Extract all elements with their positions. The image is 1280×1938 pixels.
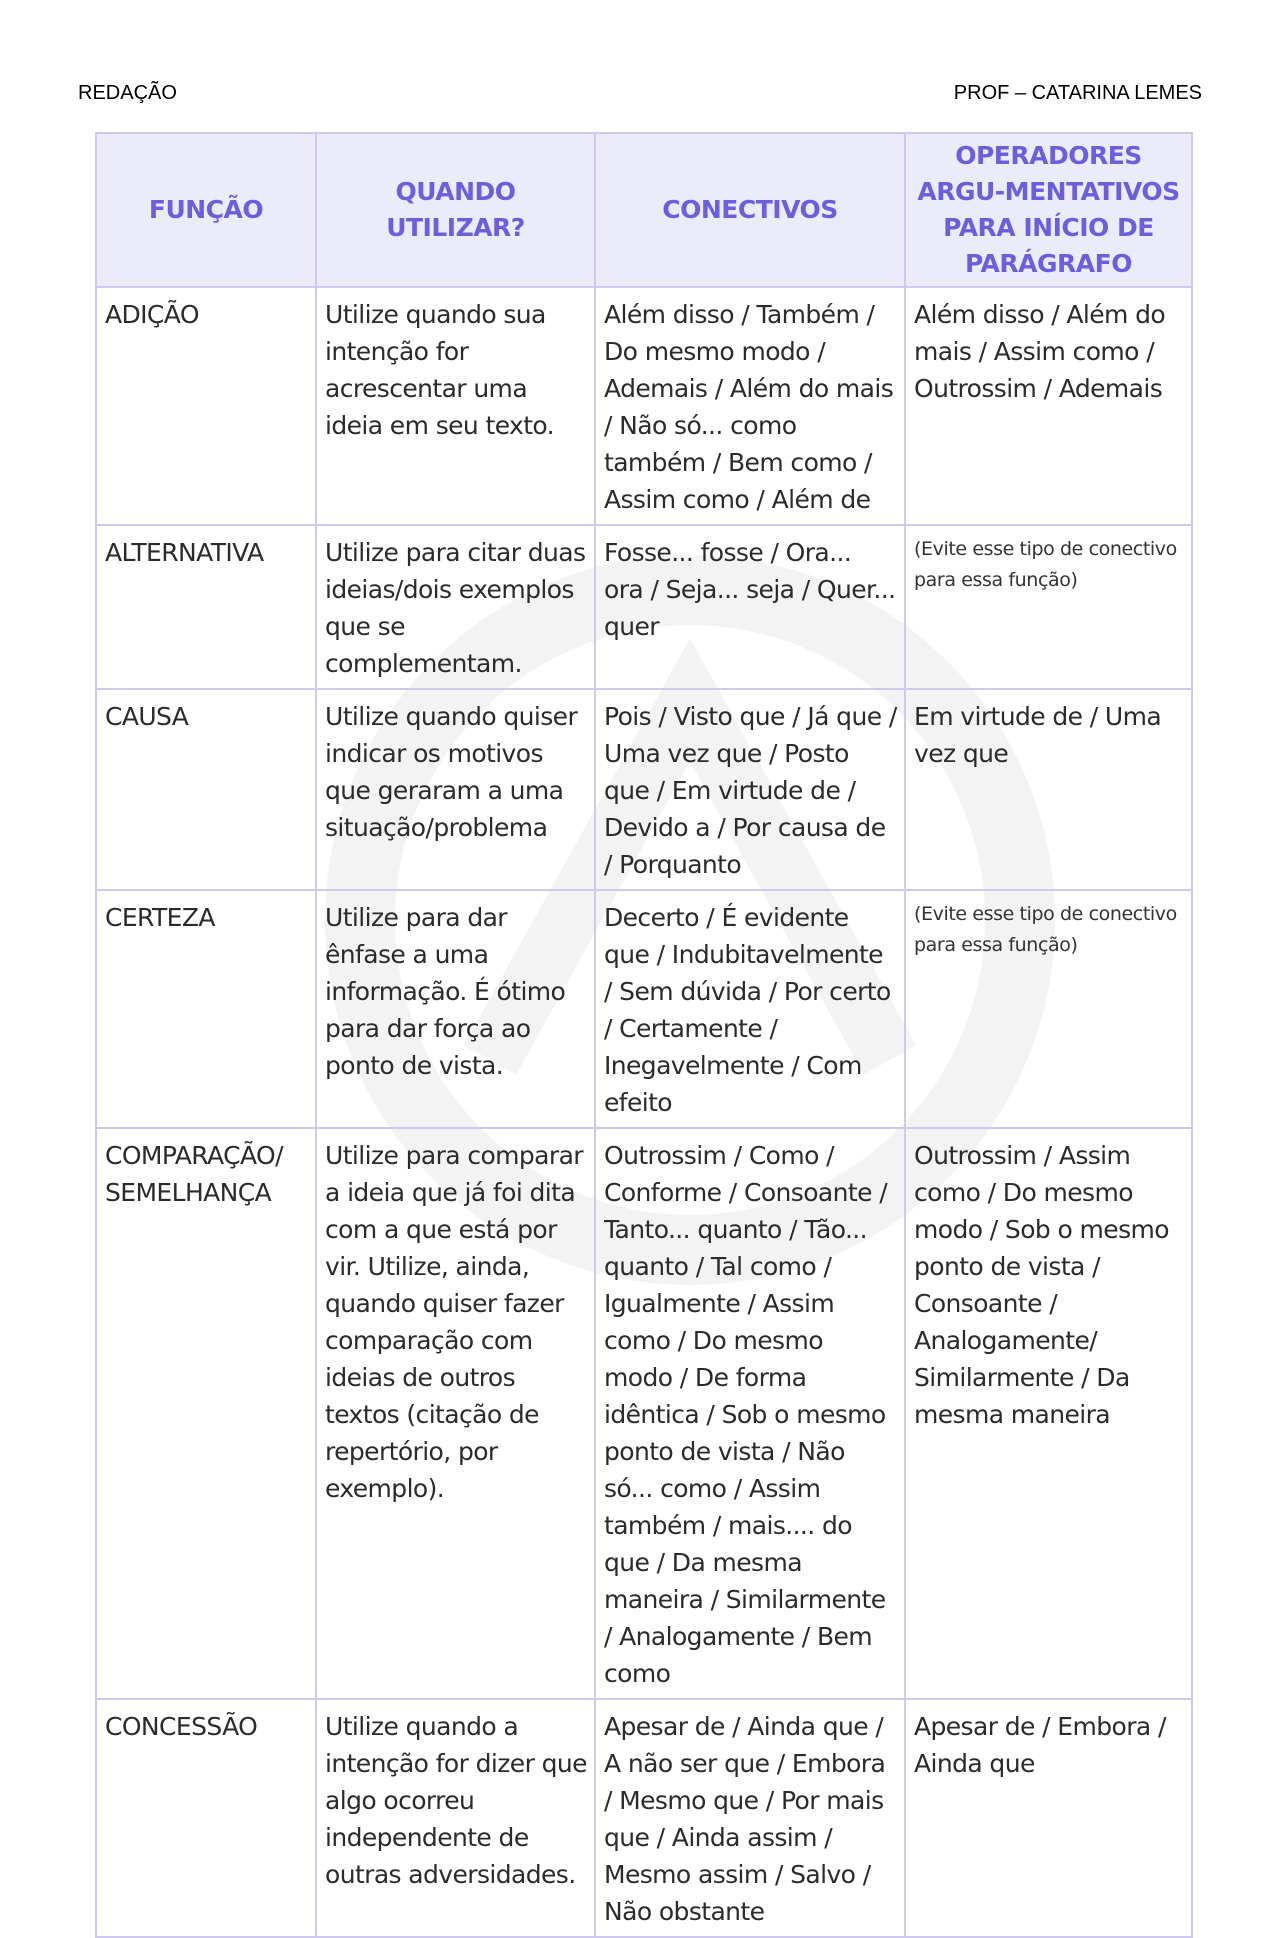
cell-conectivos: Fosse... fosse / Ora... ora / Seja... seja / Quer... quer xyxy=(595,525,905,689)
table-row xyxy=(96,525,1192,689)
cell-quando: Utilize quando sua intenção for acrescentar uma ideia em seu texto. xyxy=(316,287,595,525)
cell-funcao: ALTERNATIVA xyxy=(96,525,316,689)
column-header-quando-utilizar: QUANDO UTILIZAR? xyxy=(316,133,595,287)
column-header-operadores: OPERADORES ARGU-MENTATIVOS PARA INÍCIO DE PARÁGRAFO xyxy=(905,133,1192,287)
cell-quando: Utilize para citar duas ideias/dois exemplos que se complementam. xyxy=(316,525,595,689)
column-header-funcao: FUNÇÃO xyxy=(96,133,316,287)
cell-funcao: ADIÇÃO xyxy=(96,287,316,525)
table-row xyxy=(96,890,1192,1128)
cell-funcao: CERTEZA xyxy=(96,890,316,1128)
table-row xyxy=(96,1699,1192,1937)
cell-operadores: Outrossim / Assim como / Do mesmo modo / Sob o mesmo ponto de vista / Consoante / Analogamente/ Similarmente / Da mesma maneira xyxy=(905,1128,1192,1699)
cell-quando: Utilize quando a intenção for dizer que algo ocorreu independente de outras adversidades. xyxy=(316,1699,595,1937)
cell-quando: Utilize para comparar a ideia que já foi dita com a que está por vir. Utilize, ainda, quando quiser fazer comparação com ideias de outros textos (citação de repertório, por exemplo). xyxy=(316,1128,595,1699)
page-header xyxy=(78,80,1202,106)
connectives-table xyxy=(95,132,1193,1938)
cell-conectivos: Além disso / Também / Do mesmo modo / Ademais / Além do mais / Não só... como também / Bem como / Assim como / Além de xyxy=(595,287,905,525)
cell-operadores: Além disso / Além do mais / Assim como / Outrossim / Ademais xyxy=(905,287,1192,525)
cell-conectivos: Apesar de / Ainda que / A não ser que / Embora / Mesmo que / Por mais que / Ainda assim / Mesmo assim / Salvo / Não obstante xyxy=(595,1699,905,1937)
cell-quando: Utilize quando quiser indicar os motivos que geraram a uma situação/problema xyxy=(316,689,595,890)
table-row xyxy=(96,689,1192,890)
cell-operadores: Em virtude de / Uma vez que xyxy=(905,689,1192,890)
connectives-table-container xyxy=(95,132,1191,1938)
cell-funcao: CAUSA xyxy=(96,689,316,890)
cell-funcao: CONCESSÃO xyxy=(96,1699,316,1937)
cell-operadores: (Evite esse tipo de conectivo para essa função) xyxy=(905,525,1192,689)
cell-funcao: COMPARAÇÃO/ SEMELHANÇA xyxy=(96,1128,316,1699)
cell-quando: Utilize para dar ênfase a uma informação. É ótimo para dar força ao ponto de vista. xyxy=(316,890,595,1128)
table-row xyxy=(96,1128,1192,1699)
header-teacher: PROF – CATARINA LEMES xyxy=(953,81,1202,104)
column-header-conectivos: CONECTIVOS xyxy=(595,133,905,287)
cell-conectivos: Pois / Visto que / Já que / Uma vez que / Posto que / Em virtude de / Devido a / Por causa de / Porquanto xyxy=(595,689,905,890)
cell-operadores: Apesar de / Embora / Ainda que xyxy=(905,1699,1192,1937)
cell-conectivos: Outrossim / Como / Conforme / Consoante / Tanto... quanto / Tão... quanto / Tal como / Igualmente / Assim como / Do mesmo modo / De forma idêntica / Sob o mesmo ponto de vista / Não só... como / Assim também / mais.... do que / Da mesma maneira / Similarmente / Analogamente / Bem como xyxy=(595,1128,905,1699)
cell-operadores: (Evite esse tipo de conectivo para essa função) xyxy=(905,890,1192,1128)
header-subject: REDAÇÃO xyxy=(78,81,177,104)
cell-conectivos: Decerto / É evidente que / Indubitavelmente / Sem dúvida / Por certo / Certamente / Inegavelmente / Com efeito xyxy=(595,890,905,1128)
table-row xyxy=(96,287,1192,525)
table-header-row xyxy=(96,133,1192,287)
